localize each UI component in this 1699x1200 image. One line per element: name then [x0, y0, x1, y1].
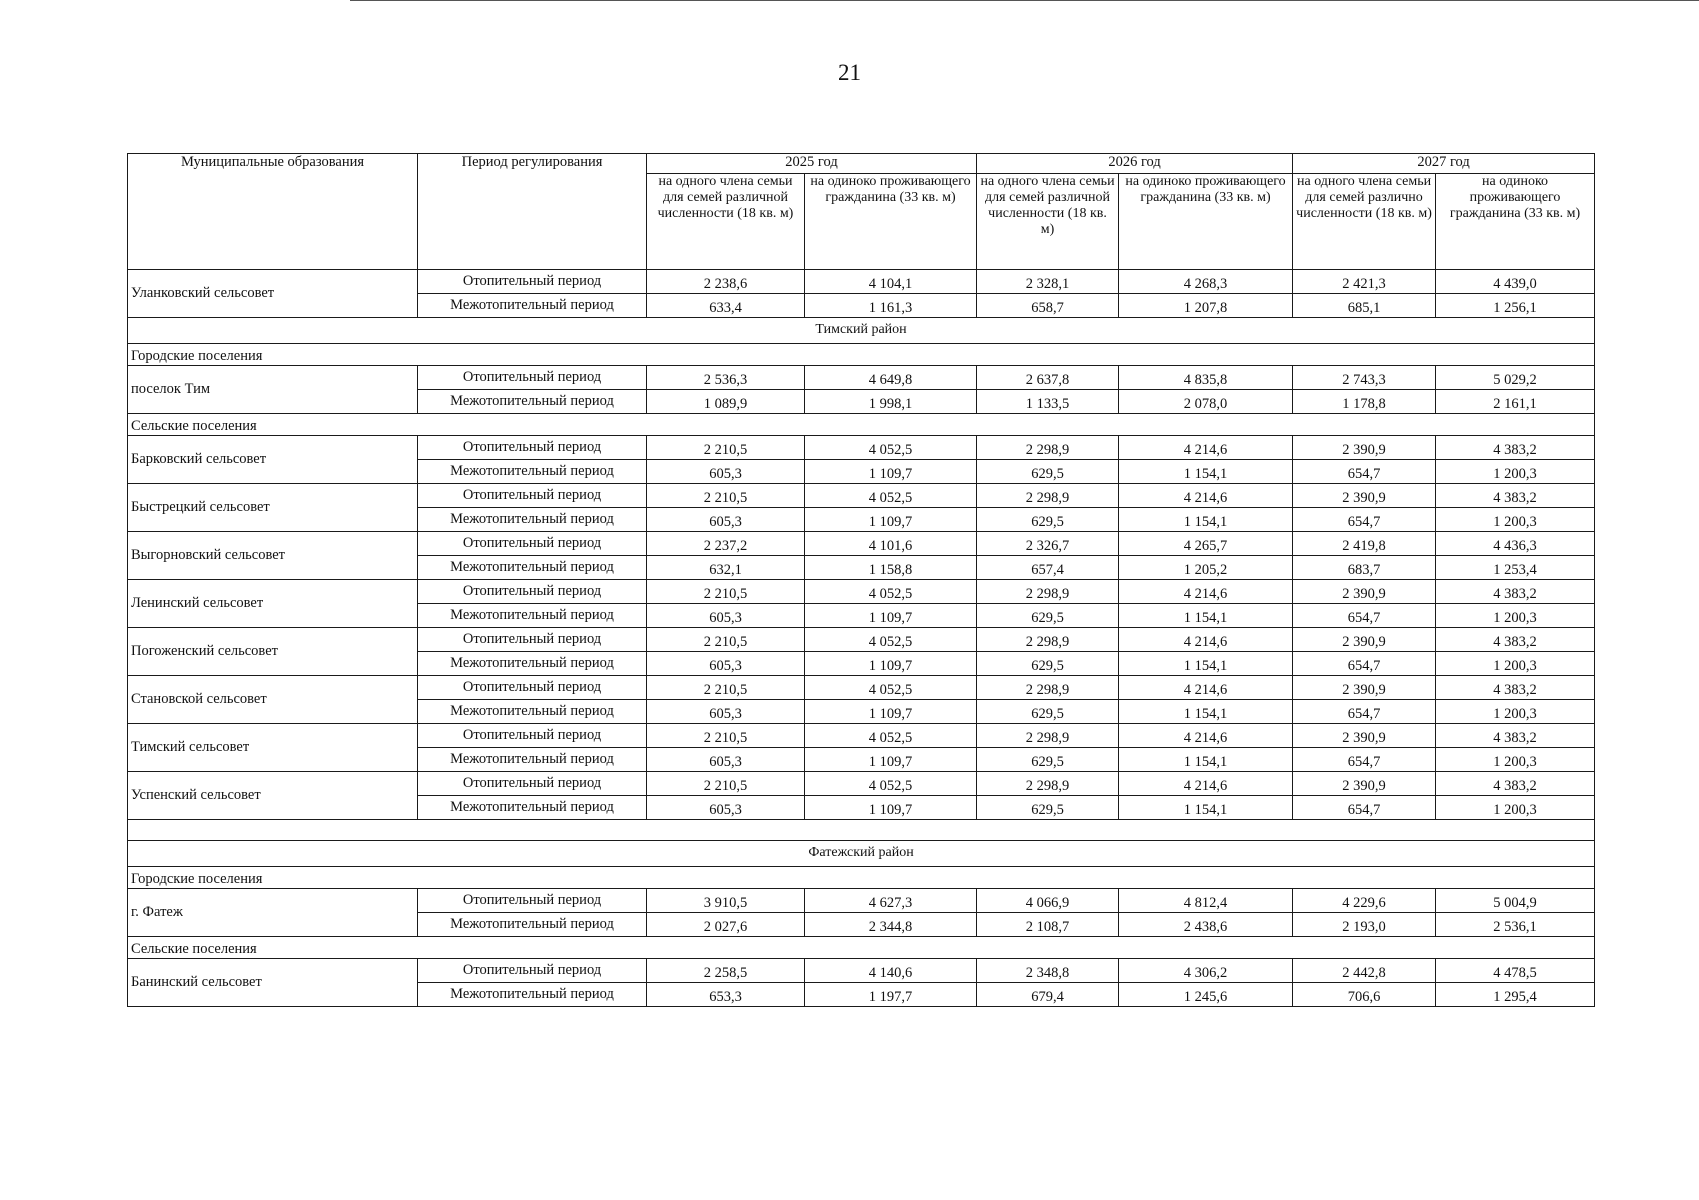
- period-label: Отопительный период: [418, 889, 647, 913]
- value-2027-family: 706,6: [1293, 983, 1436, 1007]
- value-2026-single: 4 835,8: [1119, 366, 1293, 390]
- value-2025-single: 1 109,7: [805, 652, 977, 676]
- value-2026-single: 1 154,1: [1119, 700, 1293, 724]
- value-2026-family: 629,5: [977, 748, 1119, 772]
- value-2025-single: 1 109,7: [805, 700, 977, 724]
- value-2027-single: 4 383,2: [1436, 484, 1595, 508]
- value-2025-single: 1 161,3: [805, 294, 977, 318]
- value-2025-family: 605,3: [647, 796, 805, 820]
- municipality-name: Успенский сельсовет: [128, 772, 418, 820]
- value-2026-family: 679,4: [977, 983, 1119, 1007]
- period-label: Отопительный период: [418, 676, 647, 700]
- value-2025-family: 605,3: [647, 700, 805, 724]
- value-2025-family: 605,3: [647, 652, 805, 676]
- municipality-name: Погоженский сельсовет: [128, 628, 418, 676]
- value-2026-family: 2 108,7: [977, 913, 1119, 937]
- top-border-line: [350, 0, 1699, 1]
- value-2026-family: 657,4: [977, 556, 1119, 580]
- value-2025-single: 4 052,5: [805, 484, 977, 508]
- header-year-2027: 2027 год: [1293, 154, 1595, 174]
- period-label: Отопительный период: [418, 270, 647, 294]
- municipality-name: Банинский сельсовет: [128, 959, 418, 1007]
- value-2027-family: 1 178,8: [1293, 390, 1436, 414]
- value-2026-single: 4 214,6: [1119, 580, 1293, 604]
- value-2025-single: 4 649,8: [805, 366, 977, 390]
- header-2026-family: на одного члена семьи для семей различной численности (18 кв. м): [977, 174, 1119, 270]
- period-label: Межотопительный период: [418, 390, 647, 414]
- value-2027-single: 4 383,2: [1436, 772, 1595, 796]
- value-2025-single: 4 052,5: [805, 580, 977, 604]
- value-2027-family: 654,7: [1293, 508, 1436, 532]
- value-2026-single: 1 154,1: [1119, 460, 1293, 484]
- value-2027-single: 4 439,0: [1436, 270, 1595, 294]
- district-heading: Тимский район: [128, 318, 1595, 344]
- spacer-row: [128, 820, 1595, 841]
- value-2025-family: 653,3: [647, 983, 805, 1007]
- value-2026-family: 629,5: [977, 652, 1119, 676]
- value-2027-single: 2 536,1: [1436, 913, 1595, 937]
- period-label: Межотопительный период: [418, 700, 647, 724]
- value-2026-single: 1 154,1: [1119, 604, 1293, 628]
- value-2026-single: 4 265,7: [1119, 532, 1293, 556]
- period-label: Межотопительный период: [418, 983, 647, 1007]
- value-2027-family: 654,7: [1293, 700, 1436, 724]
- table-row: [128, 484, 1595, 508]
- municipality-name: Ленинский сельсовет: [128, 580, 418, 628]
- value-2026-single: 4 812,4: [1119, 889, 1293, 913]
- period-label: Межотопительный период: [418, 652, 647, 676]
- value-2027-single: 4 383,2: [1436, 580, 1595, 604]
- group-row: [128, 344, 1595, 366]
- value-2025-single: 4 627,3: [805, 889, 977, 913]
- period-label: Межотопительный период: [418, 748, 647, 772]
- value-2026-family: 2 298,9: [977, 628, 1119, 652]
- value-2025-single: 1 158,8: [805, 556, 977, 580]
- settlement-group-heading: Городские поселения: [128, 867, 1595, 889]
- value-2026-single: 1 154,1: [1119, 508, 1293, 532]
- period-label: Межотопительный период: [418, 796, 647, 820]
- header-2025-family: на одного члена семьи для семей различной численности (18 кв. м): [647, 174, 805, 270]
- value-2026-family: 2 298,9: [977, 676, 1119, 700]
- value-2025-family: 2 210,5: [647, 484, 805, 508]
- group-row: [128, 937, 1595, 959]
- municipality-name: Барковский сельсовет: [128, 436, 418, 484]
- table-row: [128, 772, 1595, 796]
- value-2026-family: 658,7: [977, 294, 1119, 318]
- value-2026-family: 2 637,8: [977, 366, 1119, 390]
- value-2027-family: 2 193,0: [1293, 913, 1436, 937]
- value-2026-family: 629,5: [977, 508, 1119, 532]
- period-label: Отопительный период: [418, 628, 647, 652]
- municipality-name: Тимский сельсовет: [128, 724, 418, 772]
- value-2025-family: 1 089,9: [647, 390, 805, 414]
- value-2027-family: 2 390,9: [1293, 580, 1436, 604]
- period-label: Отопительный период: [418, 580, 647, 604]
- value-2026-single: 4 214,6: [1119, 724, 1293, 748]
- value-2026-family: 2 298,9: [977, 580, 1119, 604]
- value-2027-family: 2 390,9: [1293, 436, 1436, 460]
- header-year-2025: 2025 год: [647, 154, 977, 174]
- value-2025-family: 2 210,5: [647, 580, 805, 604]
- value-2027-family: 2 421,3: [1293, 270, 1436, 294]
- value-2025-single: 2 344,8: [805, 913, 977, 937]
- value-2025-single: 4 052,5: [805, 676, 977, 700]
- value-2026-single: 4 214,6: [1119, 484, 1293, 508]
- value-2027-single: 1 200,3: [1436, 748, 1595, 772]
- value-2027-single: 1 200,3: [1436, 700, 1595, 724]
- value-2027-family: 685,1: [1293, 294, 1436, 318]
- value-2026-family: 2 326,7: [977, 532, 1119, 556]
- value-2027-family: 2 390,9: [1293, 676, 1436, 700]
- header-2027-single: на одиноко проживающего гражданина (33 кв. м): [1436, 174, 1595, 270]
- value-2025-family: 2 238,6: [647, 270, 805, 294]
- settlement-group-heading: Сельские поселения: [128, 937, 1595, 959]
- municipality-name: Становской сельсовет: [128, 676, 418, 724]
- period-label: Межотопительный период: [418, 913, 647, 937]
- value-2027-single: 2 161,1: [1436, 390, 1595, 414]
- value-2027-single: 4 383,2: [1436, 724, 1595, 748]
- settlement-group-heading: Сельские поселения: [128, 414, 1595, 436]
- value-2026-family: 2 298,9: [977, 724, 1119, 748]
- value-2026-single: 1 205,2: [1119, 556, 1293, 580]
- value-2027-family: 654,7: [1293, 796, 1436, 820]
- value-2026-single: 2 438,6: [1119, 913, 1293, 937]
- municipality-name: Выгорновский сельсовет: [128, 532, 418, 580]
- header-2027-family: на одного члена семьи для семей различно численности (18 кв. м): [1293, 174, 1436, 270]
- period-label: Межотопительный период: [418, 556, 647, 580]
- value-2025-single: 1 998,1: [805, 390, 977, 414]
- group-row: [128, 414, 1595, 436]
- value-2025-single: 4 052,5: [805, 628, 977, 652]
- value-2027-single: 4 436,3: [1436, 532, 1595, 556]
- value-2027-single: 1 256,1: [1436, 294, 1595, 318]
- value-2027-family: 683,7: [1293, 556, 1436, 580]
- header-year-2026: 2026 год: [977, 154, 1293, 174]
- value-2027-family: 2 442,8: [1293, 959, 1436, 983]
- value-2026-single: 1 154,1: [1119, 652, 1293, 676]
- header-period: Период регулирования: [418, 154, 647, 270]
- value-2026-single: 1 245,6: [1119, 983, 1293, 1007]
- header-2025-single: на одиноко проживающего гражданина (33 кв. м): [805, 174, 977, 270]
- value-2027-single: 4 383,2: [1436, 628, 1595, 652]
- value-2025-single: 1 197,7: [805, 983, 977, 1007]
- period-label: Отопительный период: [418, 436, 647, 460]
- value-2025-family: 605,3: [647, 604, 805, 628]
- municipality-name: Быстрецкий сельсовет: [128, 484, 418, 532]
- value-2025-family: 3 910,5: [647, 889, 805, 913]
- municipality-name: поселок Тим: [128, 366, 418, 414]
- value-2025-family: 2 536,3: [647, 366, 805, 390]
- value-2026-family: 629,5: [977, 604, 1119, 628]
- table-row: [128, 580, 1595, 604]
- value-2025-single: 4 052,5: [805, 436, 977, 460]
- value-2025-family: 2 027,6: [647, 913, 805, 937]
- period-label: Межотопительный период: [418, 294, 647, 318]
- value-2027-single: 4 383,2: [1436, 676, 1595, 700]
- value-2026-single: 4 306,2: [1119, 959, 1293, 983]
- value-2026-single: 1 207,8: [1119, 294, 1293, 318]
- value-2026-family: 2 328,1: [977, 270, 1119, 294]
- period-label: Отопительный период: [418, 724, 647, 748]
- header-2026-single: на одиноко проживающего гражданина (33 кв. м): [1119, 174, 1293, 270]
- period-label: Межотопительный период: [418, 604, 647, 628]
- value-2027-single: 5 029,2: [1436, 366, 1595, 390]
- district-row: [128, 318, 1595, 344]
- value-2027-family: 2 390,9: [1293, 772, 1436, 796]
- value-2026-family: 4 066,9: [977, 889, 1119, 913]
- value-2027-family: 4 229,6: [1293, 889, 1436, 913]
- value-2025-single: 1 109,7: [805, 604, 977, 628]
- value-2026-family: 2 348,8: [977, 959, 1119, 983]
- value-2025-single: 1 109,7: [805, 796, 977, 820]
- value-2026-family: 629,5: [977, 796, 1119, 820]
- value-2026-single: 4 214,6: [1119, 628, 1293, 652]
- value-2025-family: 2 210,5: [647, 628, 805, 652]
- value-2027-single: 5 004,9: [1436, 889, 1595, 913]
- value-2025-single: 1 109,7: [805, 460, 977, 484]
- value-2026-family: 2 298,9: [977, 436, 1119, 460]
- value-2025-single: 1 109,7: [805, 508, 977, 532]
- value-2026-single: 1 154,1: [1119, 748, 1293, 772]
- district-heading: Фатежский район: [128, 841, 1595, 867]
- settlement-group-heading: Городские поселения: [128, 344, 1595, 366]
- value-2027-single: 4 478,5: [1436, 959, 1595, 983]
- table-row: [128, 270, 1595, 294]
- value-2025-family: 2 210,5: [647, 436, 805, 460]
- header-municipality: Муниципальные образования: [128, 154, 418, 270]
- table-row: [128, 959, 1595, 983]
- value-2025-family: 605,3: [647, 508, 805, 532]
- period-label: Отопительный период: [418, 366, 647, 390]
- value-2025-single: 4 101,6: [805, 532, 977, 556]
- value-2026-single: 4 214,6: [1119, 772, 1293, 796]
- page-number: 21: [838, 60, 861, 85]
- table-row: [128, 628, 1595, 652]
- value-2027-family: 654,7: [1293, 460, 1436, 484]
- value-2025-family: 2 210,5: [647, 724, 805, 748]
- table-row: [128, 436, 1595, 460]
- value-2025-family: 633,4: [647, 294, 805, 318]
- value-2027-family: 654,7: [1293, 604, 1436, 628]
- value-2025-family: 605,3: [647, 748, 805, 772]
- value-2025-single: 4 140,6: [805, 959, 977, 983]
- value-2026-family: 2 298,9: [977, 484, 1119, 508]
- value-2026-family: 629,5: [977, 700, 1119, 724]
- value-2025-single: 4 104,1: [805, 270, 977, 294]
- value-2026-family: 629,5: [977, 460, 1119, 484]
- value-2027-single: 1 200,3: [1436, 796, 1595, 820]
- value-2025-family: 2 210,5: [647, 676, 805, 700]
- value-2025-single: 4 052,5: [805, 772, 977, 796]
- period-label: Отопительный период: [418, 959, 647, 983]
- value-2027-single: 4 383,2: [1436, 436, 1595, 460]
- table-row: [128, 724, 1595, 748]
- value-2027-family: 2 743,3: [1293, 366, 1436, 390]
- value-2025-family: 632,1: [647, 556, 805, 580]
- value-2027-single: 1 200,3: [1436, 460, 1595, 484]
- value-2027-family: 2 390,9: [1293, 484, 1436, 508]
- value-2026-single: 4 268,3: [1119, 270, 1293, 294]
- value-2026-single: 1 154,1: [1119, 796, 1293, 820]
- period-label: Отопительный период: [418, 532, 647, 556]
- spacer-row: [128, 820, 1595, 841]
- district-row: [128, 841, 1595, 867]
- value-2027-family: 2 390,9: [1293, 628, 1436, 652]
- value-2025-family: 2 237,2: [647, 532, 805, 556]
- value-2027-family: 654,7: [1293, 748, 1436, 772]
- value-2027-single: 1 200,3: [1436, 652, 1595, 676]
- period-label: Отопительный период: [418, 772, 647, 796]
- value-2027-family: 2 419,8: [1293, 532, 1436, 556]
- table-row: [128, 532, 1595, 556]
- value-2027-single: 1 295,4: [1436, 983, 1595, 1007]
- value-2026-single: 2 078,0: [1119, 390, 1293, 414]
- value-2025-family: 2 258,5: [647, 959, 805, 983]
- value-2025-family: 605,3: [647, 460, 805, 484]
- value-2026-single: 4 214,6: [1119, 436, 1293, 460]
- period-label: Межотопительный период: [418, 460, 647, 484]
- value-2027-single: 1 200,3: [1436, 604, 1595, 628]
- value-2027-family: 654,7: [1293, 652, 1436, 676]
- value-2027-family: 2 390,9: [1293, 724, 1436, 748]
- value-2027-single: 1 200,3: [1436, 508, 1595, 532]
- table-body: [128, 270, 1595, 1007]
- value-2025-family: 2 210,5: [647, 772, 805, 796]
- table-row: [128, 676, 1595, 700]
- value-2026-family: 1 133,5: [977, 390, 1119, 414]
- value-2026-family: 2 298,9: [977, 772, 1119, 796]
- value-2025-single: 1 109,7: [805, 748, 977, 772]
- table-row: [128, 366, 1595, 390]
- tariff-table: [127, 153, 1595, 1007]
- period-label: Межотопительный период: [418, 508, 647, 532]
- group-row: [128, 867, 1595, 889]
- value-2026-single: 4 214,6: [1119, 676, 1293, 700]
- value-2027-single: 1 253,4: [1436, 556, 1595, 580]
- table-row: [128, 889, 1595, 913]
- period-label: Отопительный период: [418, 484, 647, 508]
- municipality-name: г. Фатеж: [128, 889, 418, 937]
- municipality-name: Уланковский сельсовет: [128, 270, 418, 318]
- value-2025-single: 4 052,5: [805, 724, 977, 748]
